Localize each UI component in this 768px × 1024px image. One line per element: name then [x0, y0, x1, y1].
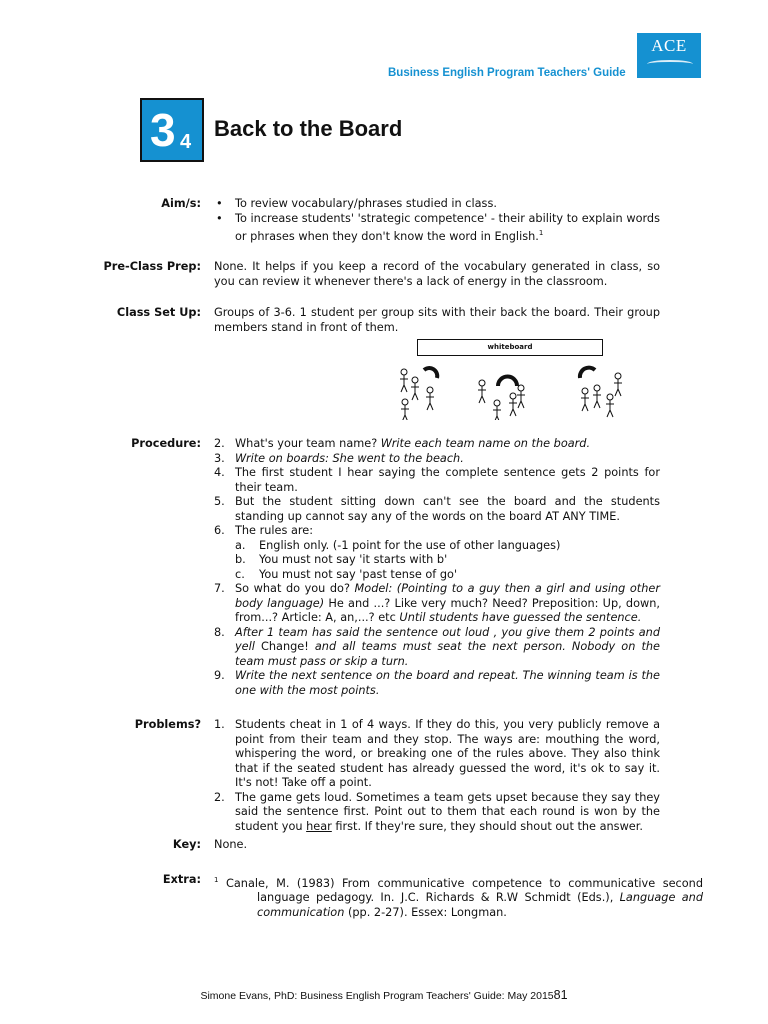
pre-class-text: None. It helps if you keep a record of the vocabulary generated in class, so you can review it whenever there's a lack of energy in the classroom. — [214, 260, 660, 288]
procedure-step: 4. The first student I hear saying the complete sentence gets 2 points for their team. — [214, 466, 660, 494]
standing-student-icon — [509, 393, 517, 416]
standing-student-icon — [581, 388, 589, 411]
rule-item: a. English only. (-1 point for the use of other languages) — [235, 538, 561, 552]
aims-label: Aim/s: — [161, 197, 201, 210]
problem-item: 2. The game gets loud. Sometimes a team gets upset because they say they said the sentence first. Point out to them that each round is won by the student you hear first. If they're sure, they should shout out the answer. — [214, 790, 660, 833]
footnote-marker: 1 — [214, 876, 219, 884]
rule-item: c. You must not say 'past tense of go' — [235, 567, 458, 581]
standing-student-icon — [401, 399, 409, 420]
procedure-list — [214, 437, 660, 698]
whiteboard-diagram-box: whiteboard — [417, 339, 603, 356]
logo-text: ACE — [651, 36, 687, 55]
standing-student-icon — [517, 385, 525, 408]
standing-student-icon — [400, 369, 408, 392]
class-set-up-label: Class Set Up: — [116, 306, 201, 319]
standing-student-icon — [606, 394, 614, 417]
lesson-number-badge — [140, 98, 204, 162]
procedure-label: Procedure: — [131, 437, 201, 450]
class-set-up-text: Groups of 3-6. 1 student per group sits with their back the board. Their group members stand in front of them. — [214, 306, 660, 334]
standing-student-icon — [411, 377, 419, 400]
logo-swoosh-icon — [647, 60, 693, 68]
procedure-step: 7. So what do you do? Model: (Pointing to a guy then a girl and using other body language) He and ...? Like very much? Need? Preposition: Up, down, from...? Article: A, an,...? etc Until students have guessed the sentence. — [214, 582, 660, 624]
extra-label: Extra: — [162, 873, 201, 886]
classroom-figures-diagram — [390, 360, 640, 420]
page-number: 81 — [553, 988, 568, 1002]
procedure-step: 2. What's your team name? Write each team name on the board. — [214, 437, 591, 450]
procedure-step: 3. Write on boards: She went to the beach. — [214, 451, 464, 465]
key-text: None. — [214, 838, 248, 851]
lesson-subnumber: 4 — [180, 131, 192, 153]
footer-text: Simone Evans, PhD: Business English Program Teachers' Guide: May 2015 — [200, 990, 554, 1002]
footnote-marker: 1 — [538, 229, 544, 237]
reference-text: $^1$ Canale, M. (1983) From communicative competence to communicative second language pedagogy. In. J.C. Richards & R.W Schmidt (Eds.), Language and communication (pp. 2-27). Essex: Longman. — [214, 876, 703, 919]
problem-item: 1. Students cheat in 1 of 4 ways. If they do this, you very publicly remove a point from their team and they stop. The ways are: mouthing the word, whispering the word, or breaking one of the rules above. They also think that if the seated student has already guessed the word, it's ok to say it. It's not! Take off a point. — [214, 718, 660, 789]
rule-item: b. You must not say 'it starts with b' — [235, 553, 448, 566]
standing-student-icon — [478, 380, 486, 403]
procedure-step: 6. The rules are: — [214, 524, 314, 537]
problems-label: Problems? — [134, 718, 201, 731]
standing-student-icon — [426, 387, 434, 410]
standing-student-icon — [614, 373, 622, 396]
aim-item: • To review vocabulary/phrases studied in class. — [214, 197, 660, 212]
aim-item: • To increase students' 'strategic competence' - their ability to explain words or phrases when they don't know the word in English.$^1$ — [214, 212, 660, 245]
seated-student-icon — [580, 368, 595, 378]
seated-student-icon — [498, 377, 517, 387]
lesson-number: 3 — [150, 104, 176, 156]
page-title: Back to the Board — [214, 116, 403, 141]
problems-list — [214, 718, 660, 834]
standing-student-icon — [493, 400, 501, 420]
guide-title: Business English Program Teachers' Guide — [388, 67, 626, 79]
pre-class-label: Pre-Class Prep: — [103, 260, 201, 273]
aims-list — [214, 197, 660, 244]
seated-student-icon — [424, 368, 437, 378]
standing-student-icon — [593, 385, 601, 408]
procedure-step: 8. After 1 team has said the sentence out loud , you give them 2 points and yell Change! and all teams must seat the next person. Nobody on the team must pass or skip a turn. — [214, 625, 660, 668]
key-label: Key: — [172, 838, 201, 851]
procedure-step: 5. But the student sitting down can't see the board and the students standing up cannot say any of the words on the board AT ANY TIME. — [214, 495, 660, 523]
procedure-step: 9. Write the next sentence on the board and repeat. The winning team is the one with the most points. — [214, 669, 660, 697]
ace-logo — [637, 33, 701, 78]
page-footer — [0, 988, 768, 1004]
